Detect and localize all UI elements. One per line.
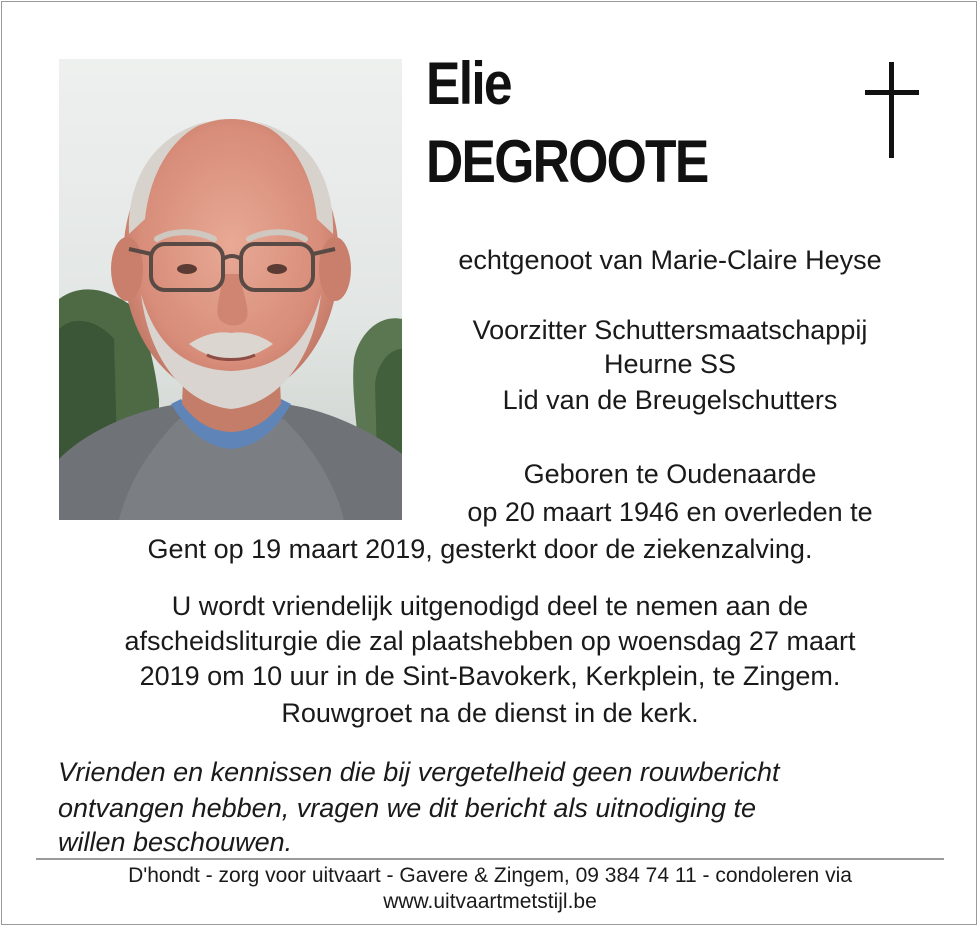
cross-icon [862, 62, 922, 160]
role-line: Lid van de Breugelschutters [502, 385, 838, 415]
website-link[interactable]: www.uitvaartmetstijl.be [383, 890, 597, 913]
footer-divider [36, 858, 944, 860]
invitation-line: U wordt vriendelijk uitgenodigd deel te nemen aan de [171, 591, 809, 621]
funeral-home-line: D'hondt - zorg voor uitvaart - Gavere & Zingem, 09 384 74 11 - condoleren via [128, 864, 852, 887]
first-name: Elie [426, 50, 511, 117]
invitation-line: afscheidsliturgie die zal plaatshebben op woensdag 27 maart [124, 626, 856, 656]
birth-line: Geboren te Oudenaarde [523, 459, 817, 489]
notice-line: ontvangen hebben, vragen we dit bericht als uitnodiging te [58, 793, 756, 823]
notice-line: Vrienden en kennissen die bij vergetelheid geen rouwbericht [58, 757, 780, 787]
last-name: DEGROOTE [426, 128, 708, 195]
role-line: Voorzitter Schuttersmaatschappij [472, 315, 868, 345]
role-line: Heurne SS [603, 349, 737, 379]
notice-line: willen beschouwen. [58, 827, 293, 857]
invitation-line: Rouwgroet na de dienst in de kerk. [281, 698, 699, 728]
invitation-line: 2019 om 10 uur in de Sint-Bavokerk, Kerkplein, te Zingem. [139, 661, 841, 691]
birth-line: op 20 maart 1946 en overleden te [467, 497, 873, 527]
portrait-photo [59, 59, 402, 520]
death-line: Gent op 19 maart 2019, gesterkt door de ziekenzalving. [147, 534, 813, 564]
spouse-line: echtgenoot van Marie-Claire Heyse [458, 245, 882, 275]
